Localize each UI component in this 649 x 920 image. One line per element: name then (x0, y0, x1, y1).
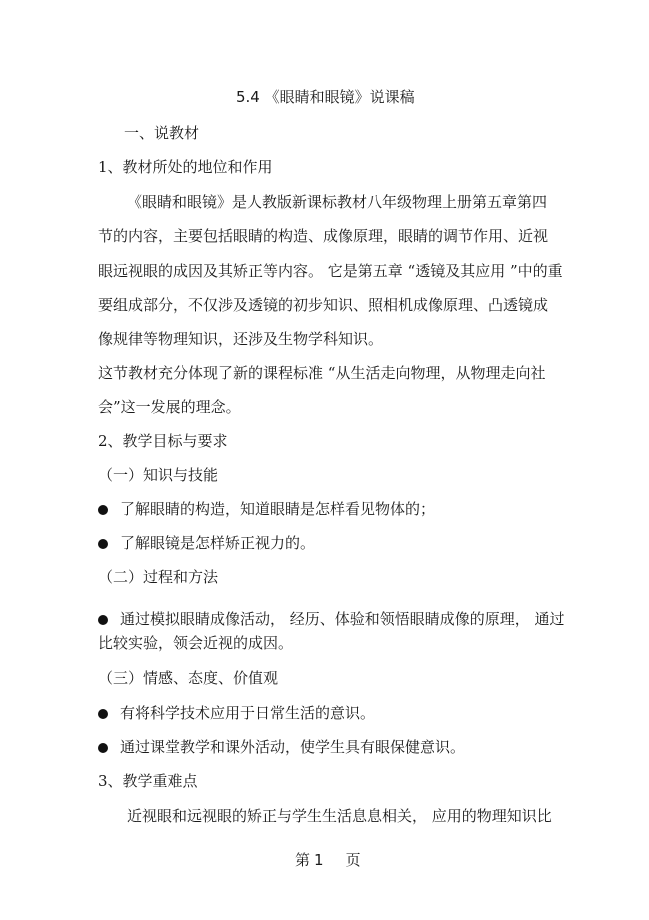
bullet-icon (98, 709, 108, 719)
page-prefix: 第 (295, 851, 311, 869)
goal-heading-process: （二）过程和方法 (98, 568, 219, 586)
page-number: 1 (314, 851, 324, 869)
bullet-text: 有将科学技术应用于日常生活的意识。 (120, 704, 376, 722)
subsection-heading-key-points: 3、教学重难点 (98, 772, 198, 790)
bullet-icon (98, 743, 108, 753)
bullet-text: 通过课堂教学和课外活动，使学生具有眼保健意识。 (120, 738, 466, 756)
bullet-text: 通过模拟眼睛成像活动， 经历、体验和领悟眼睛成像的原理， 通过 (120, 610, 565, 628)
bullet-icon (98, 615, 108, 625)
section-heading-teaching-material: 一、说教材 (124, 124, 200, 142)
page-footer (295, 850, 361, 870)
subsection-heading-status-role: 1、教材所处的地位和作用 (98, 158, 273, 176)
document-title: 5.4 《眼睛和眼镜》说课稿 (236, 88, 415, 106)
page-suffix: 页 (345, 851, 361, 869)
bullet-item (98, 533, 315, 553)
paragraph-line: 比较实验，领会近视的成因。 (98, 634, 294, 652)
bullet-icon (98, 539, 108, 549)
goal-heading-knowledge: （一）知识与技能 (98, 466, 219, 484)
paragraph-line: 节的内容，主要包括眼睛的构造、成像原理，眼睛的调节作用、近视 (98, 227, 549, 245)
paragraph-line: 这节教材充分体现了新的课程标准 “从生活走向物理，从物理走向社 (98, 364, 546, 382)
bullet-item (98, 609, 565, 629)
bullet-text: 了解眼镜是怎样矫正视力的。 (120, 534, 316, 552)
paragraph-line: 会”这一发展的理念。 (98, 398, 241, 416)
goal-heading-attitude: （三）情感、态度、价值观 (98, 669, 279, 687)
bullet-item (98, 737, 465, 757)
paragraph-line: 近视眼和远视眼的矫正与学生生活息息相关， 应用的物理知识比 (127, 807, 552, 825)
bullet-item (98, 703, 375, 723)
paragraph-line: 像规律等物理知识，还涉及生物学科知识。 (98, 330, 384, 348)
paragraph-line: 眼远视眼的成因及其矫正等内容。 它是第五章 “透镜及其应用 ”中的重 (98, 262, 563, 280)
bullet-text: 了解眼睛的构造，知道眼睛是怎样看见物体的； (120, 500, 436, 518)
paragraph-line: 《眼睛和眼镜》是人教版新课标教材八年级物理上册第五章第四 (127, 193, 548, 211)
bullet-icon (98, 505, 108, 515)
subsection-heading-goals: 2、教学目标与要求 (98, 432, 228, 450)
bullet-item (98, 499, 435, 519)
paragraph-line: 要组成部分，不仅涉及透镜的初步知识、照相机成像原理、凸透镜成 (98, 296, 549, 314)
